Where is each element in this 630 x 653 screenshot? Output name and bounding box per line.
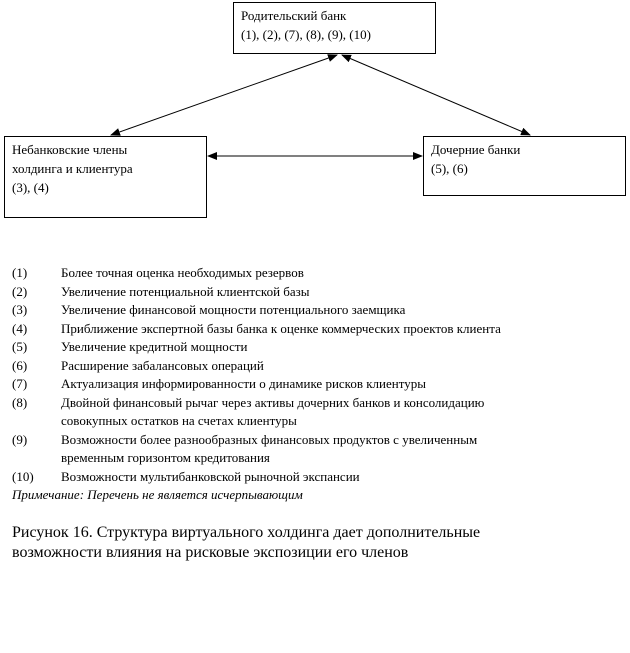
legend-text: Расширение забалансовых операций [61,357,264,373]
legend-item [12,264,622,283]
legend-item [12,357,622,376]
legend-item [12,468,622,487]
legend-number: (6) [12,357,28,373]
nonbank-members-refs: (3), (4) [12,180,49,195]
nonbank-members-title-line2: холдинга и клиентура [12,161,133,176]
legend-text: Более точная оценка необходимых резервов [61,265,304,280]
legend-number: (8) [12,394,28,410]
figure-caption-line1: Рисунок 16. Структура виртуального холдинга дает дополнительные [12,524,481,541]
legend-number: (9) [12,431,28,447]
legend-number: (1) [12,265,28,280]
figure-caption [12,523,622,563]
legend-text: Увеличение кредитной мощности [61,339,248,354]
parent-bank-title: Родительский банк [241,8,347,23]
legend-number: (4) [12,320,28,336]
subsidiary-banks-title: Дочерние банки [431,142,521,157]
subsidiary-banks-refs: (5), (6) [431,161,468,176]
legend-item [12,431,622,468]
arrow-parent-nonbank [111,55,337,135]
figure-caption-line2: возможности влияния на рисковые экспозиции его членов [12,544,409,561]
legend-text: Приближение экспертной базы банка к оценке коммерческих проектов клиента [61,320,501,336]
legend-text: Увеличение потенциальной клиентской базы [61,283,310,299]
legend-text-line: временным горизонтом кредитования [61,450,270,465]
legend-number: (3) [12,302,28,317]
legend-number: (7) [12,376,28,391]
nonbank-members-title-line1: Небанковские члены [12,142,128,157]
legend-list [12,264,622,505]
legend-text [61,394,622,431]
legend-item [12,283,622,302]
arrow-parent-subsidiary [342,55,530,135]
legend-item [12,338,622,357]
legend-note: Примечание: Перечень не является исчерпывающим [12,487,303,502]
legend-text: Актуализация информированности о динамике рисков клиентуры [61,376,426,391]
nonbank-members-box [4,136,207,218]
legend-text-line: Возможности более разнообразных финансовых продуктов с увеличенным [61,431,478,447]
legend-text: Увеличение финансовой мощности потенциального заемщика [61,302,406,317]
subsidiary-banks-box [423,136,626,196]
legend-item [12,375,622,394]
legend-number: (2) [12,283,28,299]
parent-bank-box [233,2,436,54]
legend-text-line: совокупных остатков на счетах клиентуры [61,413,297,428]
legend-text [61,431,622,468]
legend-number: (10) [12,468,34,484]
legend-item [12,320,622,339]
parent-bank-refs: (1), (2), (7), (8), (9), (10) [241,27,371,42]
legend-item [12,394,622,431]
legend-text-line: Двойной финансовый рычаг через активы дочерних банков и консолидацию [61,394,485,410]
legend-text: Возможности мультибанковской рыночной экспансии [61,468,360,484]
legend-item [12,301,622,320]
legend-number: (5) [12,339,28,354]
